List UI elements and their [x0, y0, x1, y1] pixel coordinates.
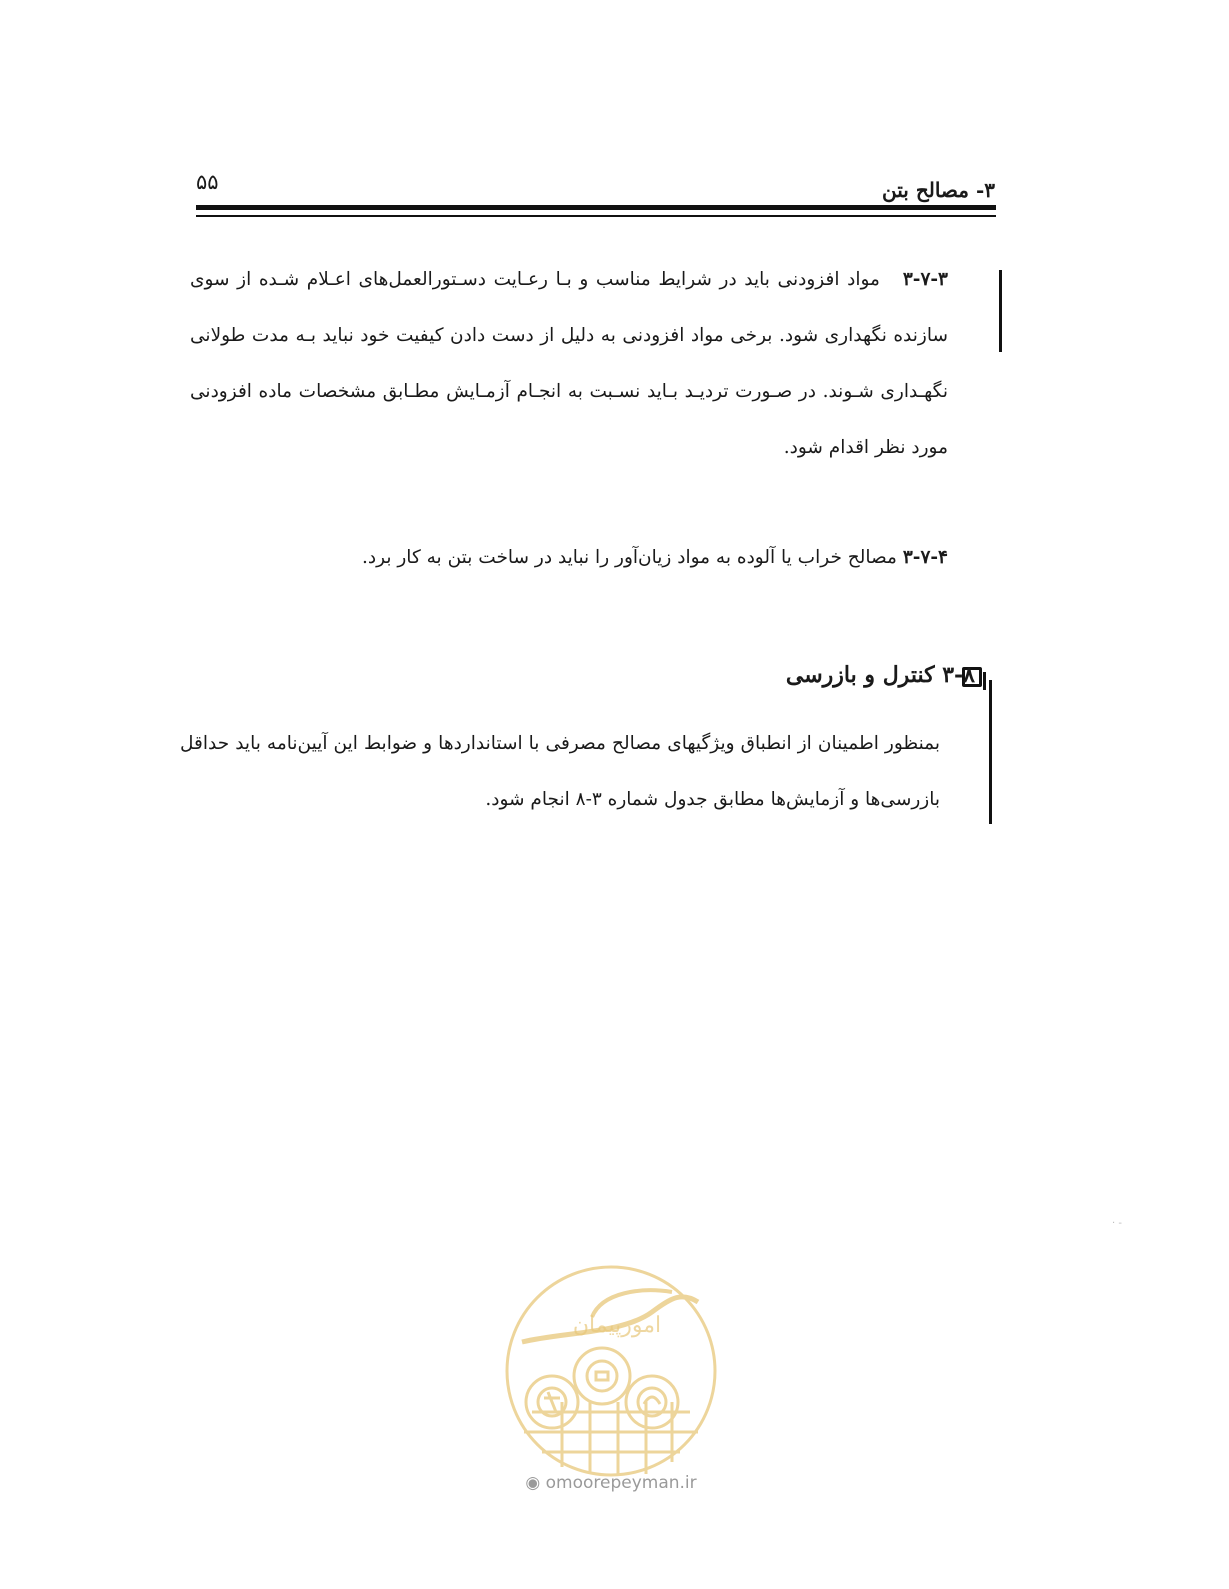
paragraph-3-7-3 — [190, 252, 948, 476]
change-bar — [999, 270, 1002, 352]
watermark-logo — [502, 1262, 720, 1480]
paragraph-3-7-4 — [200, 530, 948, 586]
clause-number: ۳-۷-۴ — [902, 547, 948, 568]
clause-text: مواد افزودنی باید در شرایط مناسب و بـا رعـایت دسـتورالعمل‌های اعـلام شـده از سوی سازنده نگهداری شود. برخی مواد افزودنی به دلیل از دست دادن کیفیت خود نباید بـه مدت طولانی نگهـداری شـوند. در صـورت تردیـد بـاید نسـبت به انجـام آزمـایش مطـابق مشخصات ماده افزودنی مورد نظر اقدام شود. — [190, 269, 948, 458]
change-bar — [989, 680, 992, 824]
running-title: ۳- مصالح بتن — [882, 178, 995, 202]
globe-icon: ◉ — [525, 1473, 541, 1493]
clause-number: ۳-۷-۳ — [902, 269, 948, 290]
stray-marks: · - — [1112, 1218, 1122, 1229]
watermark-url — [500, 1473, 722, 1493]
section-heading: ۳-۸ کنترل و بازرسی — [785, 662, 975, 688]
paragraph-3-8 — [180, 716, 940, 828]
header-rule-thin — [196, 215, 996, 217]
clause-text: مصالح خراب یا آلوده به مواد زیان‌آور را نباید در ساخت بتن به کار برد. — [362, 547, 897, 568]
page-number: ۵۵ — [196, 170, 219, 194]
header-rule-thick — [196, 205, 996, 210]
watermark-url-text: omoorepeyman.ir — [545, 1473, 697, 1493]
seal-icon — [502, 1262, 720, 1480]
section-text: بمنظور اطمینان از انطباق ویژگیهای مصالح مصرفی با استانداردها و ضوابط این آیین‌نامه باید حداقل بازرسی‌ها و آزمایش‌ها مطابق جدول شماره ۳-۸ انجام شود. — [180, 733, 940, 810]
watermark-logo-text: امورپیمان — [572, 1313, 662, 1338]
